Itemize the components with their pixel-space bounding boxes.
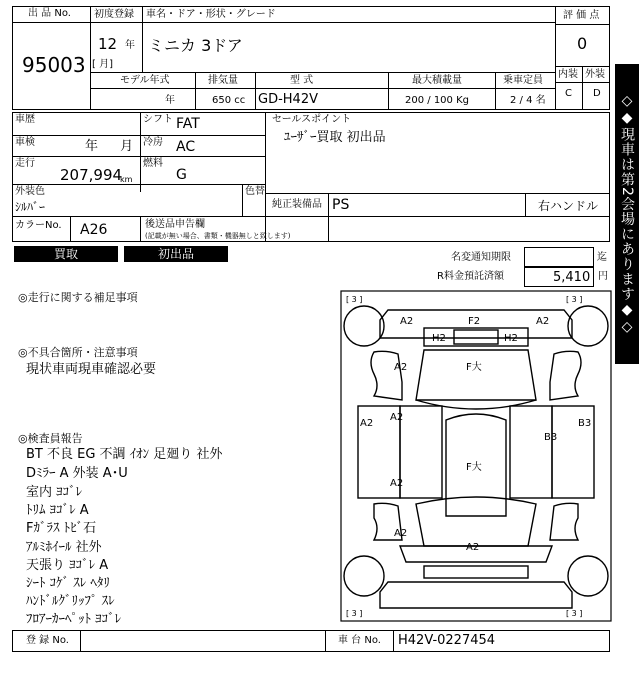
score-value: 0 (577, 34, 588, 53)
damage-mark: F2 (468, 316, 481, 327)
max-load-value: 200 / 100 Kg (405, 95, 469, 106)
damage-mark: A2 (394, 528, 408, 539)
sales-point-label: セールスポイント (272, 114, 352, 125)
model-year-value: 年 (165, 95, 175, 106)
defects-label: ◎不具合箇所・注意事項 (18, 346, 138, 359)
first-registration-year: 12 (98, 35, 118, 53)
damage-mark: F大 (466, 462, 482, 473)
year-unit: 年 (125, 40, 135, 51)
lot-number: 95003 (22, 53, 86, 77)
score-label: 評 価 点 (563, 10, 600, 21)
post-documents-label: 後送品申告欄 (145, 219, 205, 230)
corner-label-top-right: [ 3 ] (566, 295, 583, 304)
steering-value: 右ハンドル (538, 199, 599, 213)
damage-mark: A2 (536, 316, 550, 327)
first-listing-badge: 初出品 (124, 246, 228, 262)
sales-point-value: ﾕｰｻﾞｰ買取 初出品 (284, 130, 386, 145)
lot-label: 出 品 No. (28, 8, 71, 19)
model-year-label: モデル年式 (120, 75, 170, 86)
history-label: 車歴 (15, 114, 35, 125)
mileage-value: 207,994 (60, 166, 123, 184)
color-no-label: カラーNo. (15, 220, 62, 231)
exterior-label: 外装 (585, 69, 605, 80)
registration-label: 登 録 No. (26, 635, 69, 646)
inspection-label: 車検 (15, 137, 35, 148)
fuel-value: G (176, 167, 187, 183)
corner-label-bottom-right: [ 3 ] (566, 609, 583, 618)
car-name-label: 車名・ドア・形状・グレード (146, 9, 276, 20)
chassis-label: 車 台 No. (338, 635, 381, 646)
damage-mark: A2 (400, 316, 414, 327)
name-change-label: 名変通知期限 (451, 252, 511, 263)
damage-mark: B3 (544, 432, 558, 443)
exterior-color-label: 外装色 (15, 186, 45, 197)
damage-mark: A2 (360, 418, 374, 429)
driving-notes-label: ◎走行に関する補足事項 (18, 291, 138, 304)
type-label: 型 式 (290, 75, 314, 86)
inspector-line: Dﾐﾗｰ A 外装 A･U (26, 466, 128, 481)
inspector-label: ◎検査員報告 (18, 432, 83, 445)
inspector-line: 室内 ﾖｺﾞﾚ (26, 485, 83, 500)
inspector-line: ｱﾙﾐﾎｲｰﾙ 社外 (26, 540, 102, 555)
inspector-line: ｼｰﾄ ｺｹﾞ ｽﾚ ﾍﾀﾘ (26, 576, 110, 591)
venue-banner: ◇◆現車は第2会場にあります◆◇ (615, 64, 639, 364)
footer-frame (12, 630, 610, 652)
defects-value: 現状車両現車確認必要 (26, 362, 157, 377)
inspector-line: ﾄﾘﾑ ﾖｺﾞﾚ A (26, 503, 89, 518)
recycle-unit: 円 (598, 271, 608, 282)
vehicle-damage-diagram (340, 290, 612, 622)
interior-grade: C (565, 88, 572, 99)
genuine-equipment-value: PS (332, 197, 350, 213)
exterior-color-value: ｼﾙﾊﾞｰ (15, 200, 46, 214)
damage-mark: B3 (578, 418, 592, 429)
color-no-value: A26 (80, 222, 108, 238)
exterior-grade: D (593, 88, 601, 99)
displacement-label: 排気量 (208, 75, 238, 86)
damage-mark: H2 (432, 333, 446, 344)
first-registration-label: 初度登録 (94, 9, 134, 20)
purchase-badge: 買取 (14, 246, 118, 262)
month-unit: [ 月] (92, 59, 113, 70)
recycle-value: 5,410 (553, 270, 591, 285)
damage-mark: A2 (390, 478, 404, 489)
capacity-value: 2 / 4 名 (510, 95, 546, 106)
inspector-line: ﾌﾛｱｰｶｰﾍﾟｯﾄ ﾖｺﾞﾚ (26, 612, 122, 627)
corner-label-top-left: [ 3 ] (346, 295, 363, 304)
recycle-label: R料金預託済額 (437, 271, 504, 282)
mileage-unit: km (120, 175, 133, 184)
aircon-value: AC (176, 139, 196, 155)
inspector-line: ﾊﾝﾄﾞﾙｸﾞﾘｯﾌﾟ ｽﾚ (26, 594, 115, 609)
car-name: ミニカ 3ドア (148, 36, 243, 55)
inspector-line: 天張り ﾖｺﾞﾚ A (26, 558, 109, 573)
chassis-value: H42V-0227454 (398, 633, 496, 648)
max-load-label: 最大積載量 (412, 75, 462, 86)
name-change-field (524, 247, 594, 267)
damage-mark: F大 (466, 362, 482, 373)
inspector-line: Fｶﾞﾗｽ ﾄﾋﾞ石 (26, 521, 97, 536)
type-value: GD-H42V (258, 92, 318, 107)
inspector-line: BT 不良 EG 不調 ｲｵﾝ 足廻り 社外 (26, 447, 223, 462)
damage-mark: H2 (504, 333, 518, 344)
capacity-label: 乗車定員 (503, 75, 543, 86)
interior-label: 内装 (558, 69, 578, 80)
color-change-label: 色替 (245, 186, 265, 197)
post-documents-note: (記載が無い場合、書類・機器無しと致します) (145, 232, 291, 240)
displacement-value: 650 cc (212, 95, 246, 106)
corner-label-bottom-left: [ 3 ] (346, 609, 363, 618)
aircon-label: 冷房 (143, 137, 163, 148)
name-change-unit: 迄 (597, 252, 607, 263)
damage-mark: A2 (390, 412, 404, 423)
damage-mark: A2 (394, 362, 408, 373)
shift-value: FAT (176, 116, 200, 132)
inspection-value: 年 月 (85, 139, 134, 154)
fuel-label: 燃料 (143, 158, 163, 169)
mileage-label: 走行 (15, 158, 35, 169)
damage-mark: A2 (466, 542, 480, 553)
shift-label: シフト (143, 114, 173, 125)
genuine-equipment-label: 純正装備品 (272, 199, 322, 210)
